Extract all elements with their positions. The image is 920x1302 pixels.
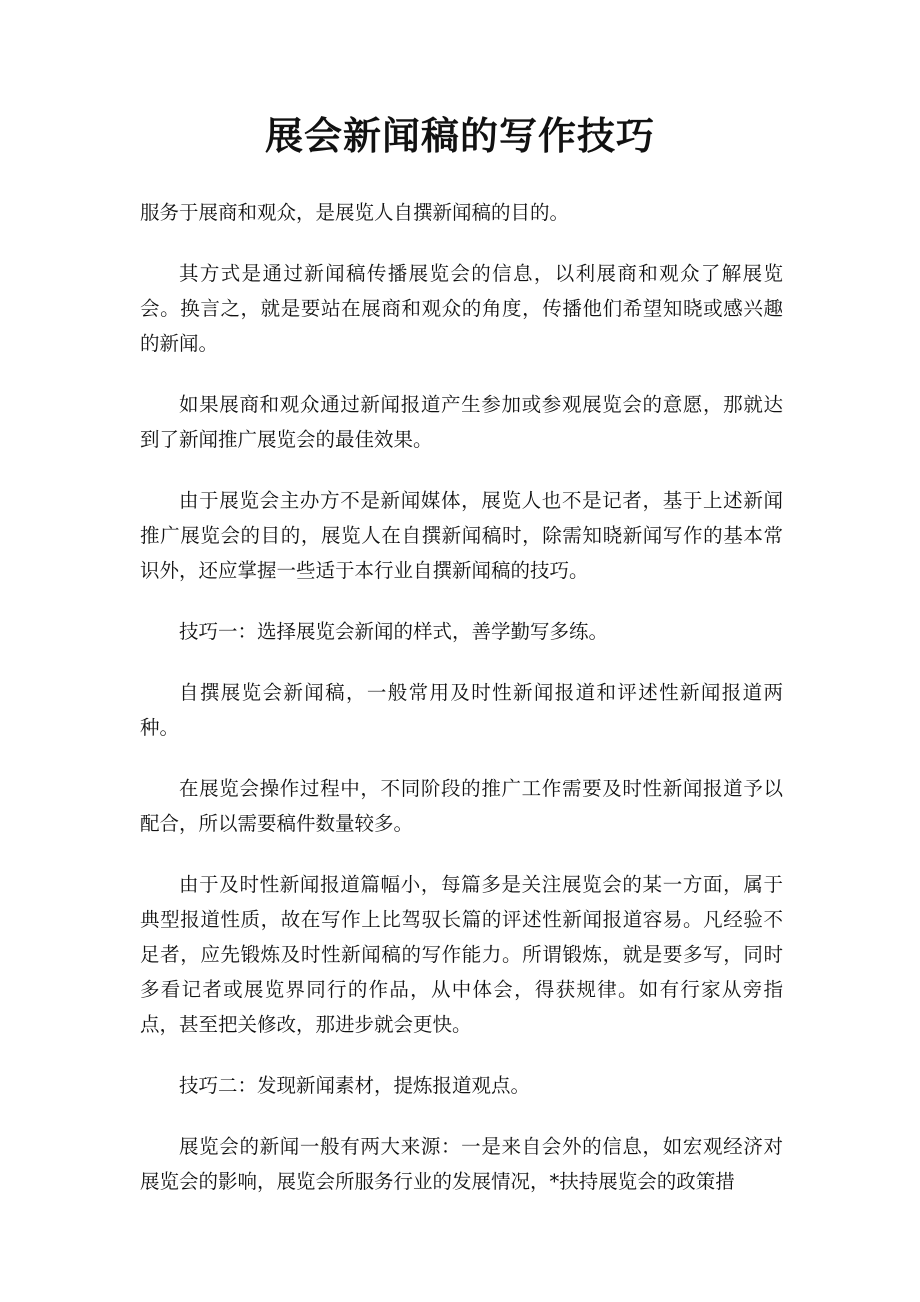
paragraph-1: 服务于展商和观众，是展览人自撰新闻稿的目的。 [140,201,570,224]
document-title: 展会新闻稿的写作技巧 [264,113,655,158]
paragraph-4: 由于展览会主办方不是新闻媒体，展览人也不是记者，基于上述新闻推广展览会的目的，展览人在自撰新闻稿时，除需知晓新闻写作的基本常识外，还应掌握一些适于本行业自撰新闻稿的技巧。 [140,489,783,582]
paragraph-10: 展览会的新闻一般有两大来源：一是来自会外的信息，如宏观经济对展览会的影响，展览会所服务行业的发展情况，*扶持展览会的政策措 [140,1135,783,1193]
paragraph-3: 如果展商和观众通过新闻报道产生参加或参观展览会的意愿，那就达到了新闻推广展览会的最佳效果。 [140,393,783,451]
paragraph-8: 由于及时性新闻报道篇幅小，每篇多是关注展览会的某一方面，属于典型报道性质，故在写作上比驾驭长篇的评述性新闻报道容易。凡经验不足者，应先锻炼及时性新闻稿的写作能力。所谓锻炼，就是要多写，同时多看记者或展览界同行的作品，从中体会，得获规律。如有行家从旁指点，甚至把关修改，那进步就会更快。 [140,873,783,1036]
paragraph-9-tip-two-heading: 技巧二：发现新闻素材，提炼报道观点。 [179,1074,531,1097]
paragraph-5-tip-one-heading: 技巧一：选择展览会新闻的样式，善学勤写多练。 [179,620,609,643]
paragraph-2: 其方式是通过新闻稿传播展览会的信息，以利展商和观众了解展览会。换言之，就是要站在展商和观众的角度，传播他们希望知晓或感兴趣的新闻。 [140,262,783,355]
paragraph-6: 自撰展览会新闻稿，一般常用及时性新闻报道和评述性新闻报道两种。 [140,681,783,739]
paragraph-7: 在展览会操作过程中，不同阶段的推广工作需要及时性新闻报道予以配合，所以需要稿件数量较多。 [140,777,783,835]
document-body [140,195,783,1225]
